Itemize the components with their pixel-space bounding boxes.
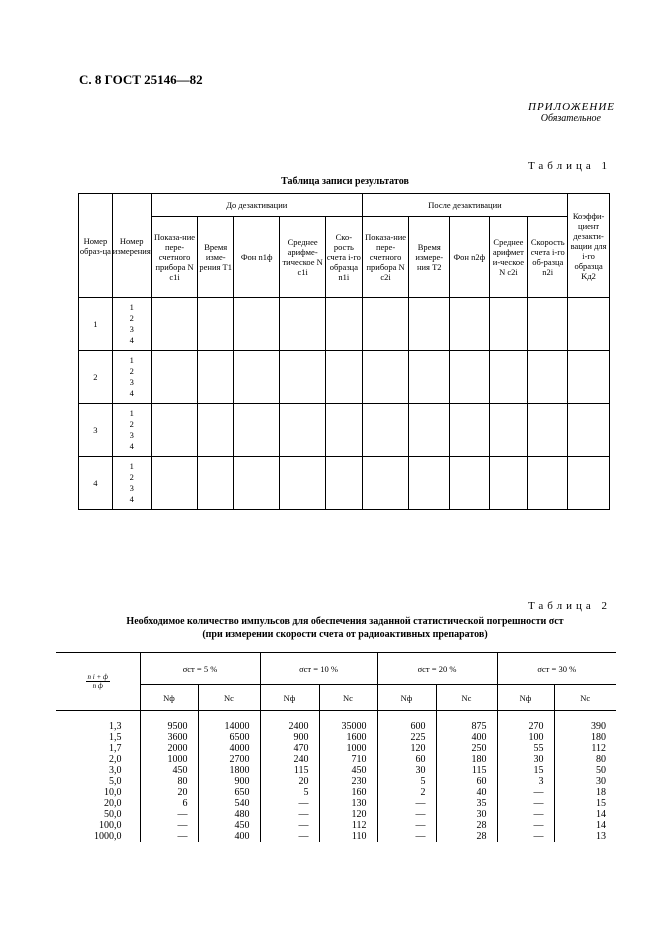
ratio-cell: 10,0 — [104, 787, 122, 798]
sub-header-nf: Nф — [140, 685, 198, 711]
sub-header-nc: Nс — [319, 685, 377, 711]
value-cell: 1800 — [198, 765, 260, 776]
value-cell: — — [377, 798, 436, 809]
value-cell: 600 — [377, 721, 436, 732]
table-row — [56, 732, 616, 743]
value-cell: 15 — [554, 798, 616, 809]
value-cell: 28 — [436, 831, 497, 842]
value-cell: 60 — [377, 754, 436, 765]
value-cell: 15 — [497, 765, 554, 776]
value-cell: 1000 — [140, 754, 198, 765]
value-cell: 390 — [554, 721, 616, 732]
sigma-group-header: σст = 30 % — [497, 653, 616, 685]
value-cell: 115 — [436, 765, 497, 776]
value-cell: — — [497, 798, 554, 809]
value-cell: — — [497, 820, 554, 831]
after-col-header: Время измере-ния T2 — [409, 217, 450, 298]
table-row — [56, 721, 616, 732]
value-cell: 35 — [436, 798, 497, 809]
measurement-numbers: 1 2 3 4 — [112, 404, 151, 457]
table-row — [56, 754, 616, 765]
value-cell: 18 — [554, 787, 616, 798]
value-cell: 14000 — [198, 721, 260, 732]
value-cell: 5 — [377, 776, 436, 787]
value-cell: 120 — [319, 809, 377, 820]
after-col-header: Среднее арифмет и-ческое N c2i — [489, 217, 528, 298]
col-coef-header: Коэффи-циент дезакти-вации для i-го образца Kд2 — [568, 194, 610, 298]
value-cell: 225 — [377, 732, 436, 743]
ratio-cell: 1,7 — [109, 743, 122, 754]
measurement-numbers: 1 2 3 4 — [112, 457, 151, 510]
value-cell: 5 — [260, 787, 319, 798]
table1-label: Таблица 1 — [527, 160, 611, 172]
ratio-header: $\frac{\text{n i + ф}}{\text{n ф}}$ — [56, 653, 140, 711]
table2-title-line1: Необходимое количество импульсов для обеспечения заданной статистической погрешности σст — [126, 616, 564, 627]
value-cell: 110 — [319, 831, 377, 842]
value-cell: 450 — [140, 765, 198, 776]
value-cell: 6500 — [198, 732, 260, 743]
table2-title-line2: (при измерении скорости счета от радиоактивных препаратов) — [202, 629, 488, 640]
value-cell: 2 — [377, 787, 436, 798]
measurement-numbers: 1 2 3 4 — [112, 298, 151, 351]
value-cell: — — [260, 809, 319, 820]
value-cell: 480 — [198, 809, 260, 820]
ratio-cell: 1,5 — [109, 732, 122, 743]
value-cell: 115 — [260, 765, 319, 776]
ratio-cell: 50,0 — [104, 809, 122, 820]
before-col-header: Среднее арифме-тическое N c1i — [280, 217, 326, 298]
before-col-header: Время изме-рения T1 — [198, 217, 234, 298]
value-cell: — — [377, 809, 436, 820]
sigma-group-header: σст = 20 % — [377, 653, 497, 685]
table-row — [56, 765, 616, 776]
results-table — [78, 193, 610, 510]
value-cell: 650 — [198, 787, 260, 798]
ratio-cell: 1000,0 — [94, 831, 122, 842]
ratio-cell: 2,0 — [109, 754, 122, 765]
table-row — [56, 809, 616, 820]
group-before-header: До дезактивации — [151, 194, 362, 217]
table2-title — [75, 615, 615, 641]
sub-header-nc: Nс — [198, 685, 260, 711]
value-cell: 180 — [554, 732, 616, 743]
value-cell: 230 — [319, 776, 377, 787]
value-cell: 30 — [377, 765, 436, 776]
value-cell: 900 — [198, 776, 260, 787]
value-cell: 400 — [198, 831, 260, 842]
value-cell: — — [140, 809, 198, 820]
table-row — [56, 798, 616, 809]
value-cell: 100 — [497, 732, 554, 743]
value-cell: — — [497, 831, 554, 842]
value-cell: 240 — [260, 754, 319, 765]
value-cell: — — [260, 798, 319, 809]
value-cell: 450 — [198, 820, 260, 831]
sample-number: 1 — [79, 298, 113, 351]
sub-header-nf: Nф — [497, 685, 554, 711]
value-cell: 2000 — [140, 743, 198, 754]
value-cell: 1000 — [319, 743, 377, 754]
value-cell: 710 — [319, 754, 377, 765]
before-col-header: Ско-рость счета i-го образца n1i — [325, 217, 362, 298]
ratio-cell: 5,0 — [109, 776, 122, 787]
before-col-header: Фон n1ф — [234, 217, 280, 298]
appendix-title: ПРИЛОЖЕНИЕ — [528, 101, 615, 113]
value-cell: 35000 — [319, 721, 377, 732]
sub-header-nf: Nф — [377, 685, 436, 711]
sigma-group-header: σст = 5 % — [140, 653, 260, 685]
sample-number: 2 — [79, 351, 113, 404]
group-after-header: После дезактивации — [362, 194, 567, 217]
impulse-count-table — [56, 652, 616, 842]
value-cell: 14 — [554, 820, 616, 831]
ratio-cell: 1,3 — [109, 721, 122, 732]
value-cell: 55 — [497, 743, 554, 754]
value-cell: 20 — [140, 787, 198, 798]
sub-header-nf: Nф — [260, 685, 319, 711]
before-col-header: Показа-ние пере-счетного прибора N c1i — [151, 217, 198, 298]
value-cell: 80 — [554, 754, 616, 765]
value-cell: 30 — [436, 809, 497, 820]
after-col-header: Показа-ние пере-счетного прибора N c2i — [362, 217, 409, 298]
value-cell: — — [497, 787, 554, 798]
value-cell: 80 — [140, 776, 198, 787]
value-cell: 400 — [436, 732, 497, 743]
value-cell: 250 — [436, 743, 497, 754]
table2-label: Таблица 2 — [527, 600, 611, 612]
ratio-cell: 100,0 — [99, 820, 122, 831]
value-cell: 1600 — [319, 732, 377, 743]
after-col-header: Скорость счета i-го об-разца n2i — [528, 217, 568, 298]
value-cell: — — [377, 831, 436, 842]
sub-header-nc: Nс — [554, 685, 616, 711]
page-header: С. 8 ГОСТ 25146—82 — [79, 72, 203, 87]
after-col-header: Фон n2ф — [450, 217, 489, 298]
appendix-subtitle: Обязательное — [540, 113, 601, 124]
value-cell: 20 — [260, 776, 319, 787]
value-cell: 13 — [554, 831, 616, 842]
value-cell: 180 — [436, 754, 497, 765]
table-row — [56, 831, 616, 842]
value-cell: 30 — [497, 754, 554, 765]
value-cell: 160 — [319, 787, 377, 798]
value-cell: — — [497, 809, 554, 820]
value-cell: 112 — [554, 743, 616, 754]
table1-title: Таблица записи результатов — [281, 176, 409, 187]
value-cell: 28 — [436, 820, 497, 831]
sub-header-nc: Nс — [436, 685, 497, 711]
table-row — [56, 743, 616, 754]
value-cell: — — [140, 831, 198, 842]
value-cell: 2400 — [260, 721, 319, 732]
table-row — [79, 298, 610, 351]
value-cell: 900 — [260, 732, 319, 743]
table-row — [79, 457, 610, 510]
value-cell: 3600 — [140, 732, 198, 743]
sigma-group-header: σст = 10 % — [260, 653, 377, 685]
value-cell: 14 — [554, 809, 616, 820]
value-cell: 112 — [319, 820, 377, 831]
ratio-cell: 20,0 — [104, 798, 122, 809]
value-cell: 120 — [377, 743, 436, 754]
value-cell: 3 — [497, 776, 554, 787]
value-cell: 450 — [319, 765, 377, 776]
value-cell: — — [377, 820, 436, 831]
value-cell: 4000 — [198, 743, 260, 754]
table-row — [56, 776, 616, 787]
table-row — [79, 404, 610, 457]
measurement-numbers: 1 2 3 4 — [112, 351, 151, 404]
col-measure-header: Номер измерения — [112, 194, 151, 298]
value-cell: 9500 — [140, 721, 198, 732]
col-sample-header: Номер образ-ца — [79, 194, 113, 298]
value-cell: 875 — [436, 721, 497, 732]
table-row — [56, 787, 616, 798]
sample-number: 3 — [79, 404, 113, 457]
value-cell: 60 — [436, 776, 497, 787]
value-cell: — — [260, 820, 319, 831]
value-cell: 270 — [497, 721, 554, 732]
value-cell: 40 — [436, 787, 497, 798]
value-cell: — — [140, 820, 198, 831]
value-cell: 30 — [554, 776, 616, 787]
value-cell: — — [260, 831, 319, 842]
table-row — [56, 820, 616, 831]
value-cell: 470 — [260, 743, 319, 754]
value-cell: 2700 — [198, 754, 260, 765]
value-cell: 540 — [198, 798, 260, 809]
sample-number: 4 — [79, 457, 113, 510]
value-cell: 6 — [140, 798, 198, 809]
value-cell: 130 — [319, 798, 377, 809]
table-row — [79, 351, 610, 404]
ratio-cell: 3,0 — [109, 765, 122, 776]
value-cell: 50 — [554, 765, 616, 776]
